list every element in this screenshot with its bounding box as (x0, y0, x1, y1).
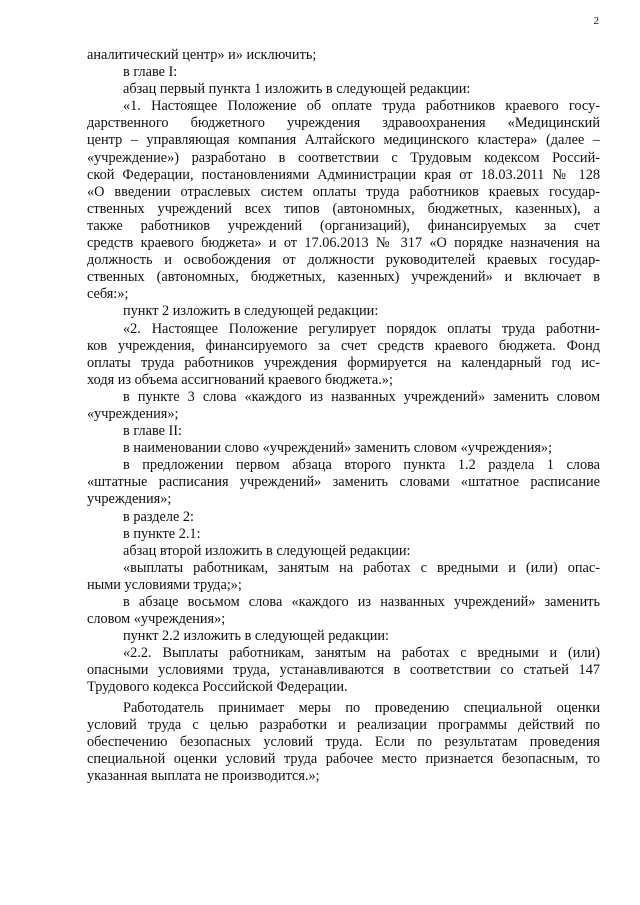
document-line: «2. Настоящее Положение регулирует порядок оплаты труда работни- (123, 320, 600, 337)
document-line: аналитический центр» и» исключить; (87, 47, 317, 63)
document-line: ственных (автономных, бюджетных, казенных) учреждений» и включает в (87, 269, 600, 286)
document-line: «штатные расписания учреждений» заменить словами «штатное расписание (87, 474, 600, 491)
document-line: условий труда с целью разработки и реализации программы действий по (87, 716, 600, 733)
document-line: должность и освобождения от должности руководителей краевых государ- (87, 252, 600, 269)
document-line: центр – управляющая компания Алтайского медицинского кластера» (далее – (87, 132, 600, 149)
document-line: в главе II: (123, 423, 183, 440)
document-line: «учреждение») разработано в соответствии с Трудовым кодексом Россий- (87, 149, 600, 166)
document-line: словом «учреждения»; (87, 611, 226, 628)
document-line: специальной оценки условий труда рабочее место признается безопасным, то (87, 750, 600, 767)
document-line: себя:»; (87, 286, 129, 303)
document-line: указанная выплата не производится.»; (87, 767, 320, 784)
document-line: также работников учреждений (организаций), финансируемых за счет (87, 217, 600, 234)
document-line: «учреждения»; (87, 405, 179, 422)
document-line: Трудового кодекса Российской Федерации. (87, 679, 348, 696)
document-line: абзац второй изложить в следующей редакции: (123, 542, 411, 559)
document-line: в наименовании слово «учреждений» заменить словом «учреждения»; (123, 440, 553, 457)
document-line: «О введении отраслевых систем оплаты труда работников краевых государ- (87, 183, 600, 200)
document-line: Работодатель принимает меры по проведению специальной оценки (123, 699, 600, 716)
document-line: пункт 2.2 изложить в следующей редакции: (123, 628, 390, 645)
document-line: в главе I: (123, 64, 178, 81)
document-line: ственных учреждений всех типов (автономных, бюджетных, казенных), а (87, 200, 600, 217)
document-line: в пункте 2.1: (123, 525, 201, 542)
document-line: учреждения»; (87, 491, 172, 508)
document-line: обеспечению безопасных условий труда. Если по результатам проведения (87, 733, 600, 750)
document-line: ными условиями труда;»; (87, 576, 242, 593)
document-line: оплаты труда работников учреждения формируется на календарный год ис- (87, 354, 600, 371)
document-line: в пункте 3 слова «каждого из названных учреждений» заменить словом (123, 388, 600, 405)
document-line: в абзаце восьмом слова «каждого из названных учреждений» заменить (123, 594, 600, 610)
document-line: «1. Настоящее Положение об оплате труда работников краевого госу- (123, 98, 600, 115)
document-line: опасными условиями труда, устанавливаются в соответствии со статьей 147 (87, 662, 600, 679)
document-line: «выплаты работникам, занятым на работах с вредными и (или) опас- (123, 559, 600, 576)
document-line: ской Федерации, постановлениями Администрации края от 18.03.2011 № 128 (87, 166, 600, 183)
document-line: в разделе 2: (123, 508, 195, 525)
document-line: пункт 2 изложить в следующей редакции: (123, 303, 379, 320)
page-number: 2 (593, 15, 599, 27)
document-line: абзац первый пункта 1 изложить в следующей редакции: (123, 81, 471, 98)
document-line: ходя из объема ассигнований краевого бюджета.»; (87, 371, 393, 388)
document-body (87, 47, 600, 785)
document-line: дарственного бюджетного учреждения здравоохранения «Медицинский (87, 115, 600, 132)
document-line: ков учреждения, финансируемого за счет средств краевого бюджета. Фонд (87, 337, 600, 354)
document-line: в предложении первом абзаца второго пункта 1.2 раздела 1 слова (123, 457, 600, 474)
document-line: «2.2. Выплаты работникам, занятым на работах с вредными и (или) (123, 645, 600, 662)
document-line: средств краевого бюджета» и от 17.06.2013 № 317 «О порядке назначения на (87, 235, 600, 252)
